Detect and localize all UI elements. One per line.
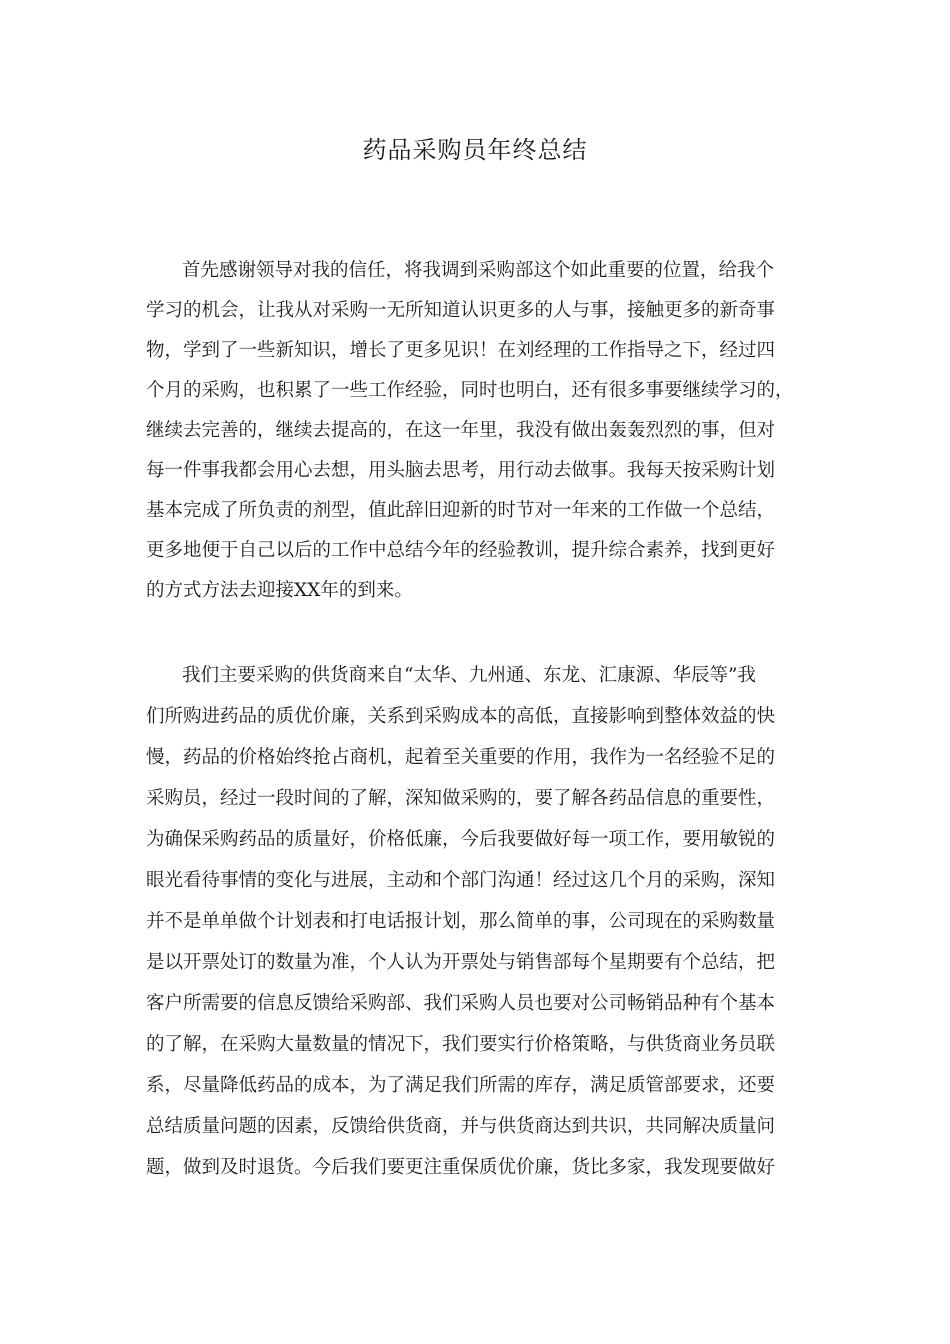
paragraph-2-line-8: 是以开票处订的数量为准，个人认为开票处与销售部每个星期要有个总结，把	[146, 952, 776, 973]
paragraph-1-line-4: 个月的采购，也积累了一些工作经验，同时也明白，还有很多事要继续学习的，	[146, 380, 794, 401]
paragraph-2-line-6: 眼光看待事情的变化与进展，主动和个部门沟通！经过这几个月的采购，深知	[146, 870, 776, 891]
paragraph-1-line-9: 的方式方法去迎接XX年的到来。	[146, 580, 413, 601]
paragraph-1-line-6: 每一件事我都会用心去想，用头脑去思考，用行动去做事。我每天按采购计划	[146, 460, 776, 481]
paragraph-1-line-8: 更多地便于自己以后的工作中总结今年的经验教训，提升综合素养，找到更好	[146, 540, 776, 561]
paragraph-1-line-1: 首先感谢领导对我的信任，将我调到采购部这个如此重要的位置，给我个	[182, 260, 775, 281]
paragraph-1-line-7: 基本完成了所负责的剂型，值此辞旧迎新的时节对一年来的工作做一个总结，	[146, 500, 776, 521]
paragraph-2-line-7: 并不是单单做个计划表和打电话报计划，那么简单的事，公司现在的采购数量	[146, 911, 776, 932]
paragraph-2-line-5: 为确保采购药品的质量好，价格低廉，今后我要做好每一项工作，要用敏锐的	[146, 829, 776, 850]
paragraph-2-line-13: 题，做到及时退货。今后我们要更注重保质优价廉，货比多家，我发现要做好	[146, 1157, 776, 1178]
paragraph-2-line-11: 系，尽量降低药品的成本，为了满足我们所需的库存，满足质管部要求，还要	[146, 1075, 776, 1096]
paragraph-2-line-10: 的了解，在采购大量数量的情况下，我们要实行价格策略，与供货商业务员联	[146, 1034, 776, 1055]
paragraph-2-line-4: 采购员，经过一段时间的了解，深知做采购的，要了解各药品信息的重要性，	[146, 788, 776, 809]
paragraph-1-line-2: 学习的机会，让我从对采购一无所知道认识更多的人与事，接触更多的新奇事	[146, 300, 776, 321]
paragraph-2-line-3: 慢，药品的价格始终抢占商机，起着至关重要的作用，我作为一名经验不足的	[146, 747, 776, 768]
document-title: 药品采购员年终总结	[362, 136, 588, 164]
paragraph-2-line-12: 总结质量问题的因素，反馈给供货商，并与供货商达到共识，共同解决质量问	[146, 1116, 776, 1137]
paragraph-2-line-9: 客户所需要的信息反馈给采购部、我们采购人员也要对公司畅销品种有个基本	[146, 993, 776, 1014]
paragraph-1-line-3: 物，学到了一些新知识，增长了更多见识！在刘经理的工作指导之下，经过四	[146, 340, 776, 361]
paragraph-2-line-2: 们所购进药品的质优价廉，关系到采购成本的高低，直接影响到整体效益的快	[146, 706, 776, 727]
paragraph-1-line-5: 继续去完善的，继续去提高的，在这一年里，我没有做出轰轰烈烈的事，但对	[146, 420, 776, 441]
paragraph-2-line-1: 我们主要采购的供货商来自“太华、九州通、东龙、汇康源、华辰等”我	[182, 665, 756, 686]
